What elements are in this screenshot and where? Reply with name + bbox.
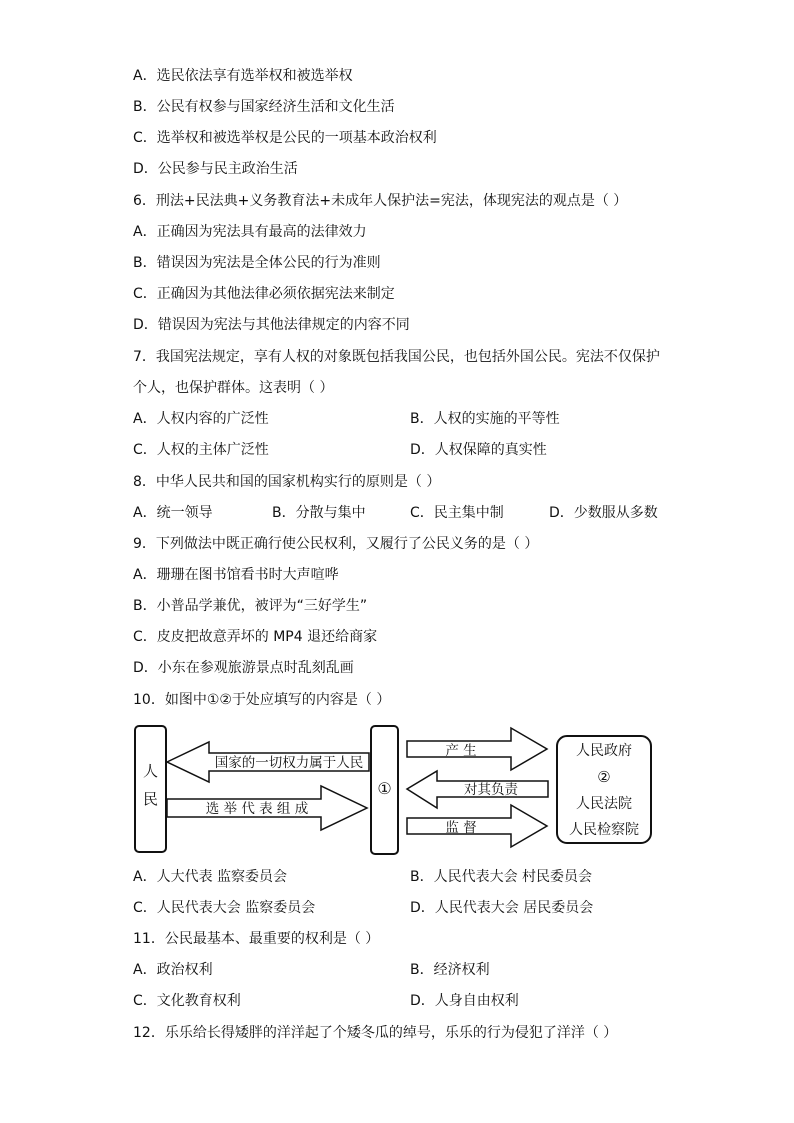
q10-option-a: A．人大代表 监察委员会 xyxy=(133,869,288,885)
q10-stem: 10．如图中①②于处应填写的内容是（ ） xyxy=(133,692,391,708)
organ-government: 人民政府 xyxy=(576,743,632,759)
q10-diagram xyxy=(131,722,663,858)
q5-option-d: D．公民参与民主政治生活 xyxy=(133,161,298,177)
q8-option-b: B．分散与集中 xyxy=(272,505,366,521)
organ-procuratorate: 人民检察院 xyxy=(569,822,639,838)
q11-stem: 11．公民最基本、最重要的权利是（ ） xyxy=(133,931,380,947)
arrow-responsible-label: 对其负责 xyxy=(464,782,518,798)
q9-option-b: B．小普品学兼优，被评为“三好学生” xyxy=(133,598,368,614)
q5-option-a: A．选民依法享有选举权和被选举权 xyxy=(133,68,353,84)
center-mark: ① xyxy=(377,779,392,798)
q7-option-a: A．人权内容的广泛性 xyxy=(133,411,269,427)
q9-option-c: C．皮皮把故意弄坏的 MP4 退还给商家 xyxy=(133,629,378,645)
q9-option-d: D．小东在参观旅游景点时乱刻乱画 xyxy=(133,660,354,676)
q8-option-d: D．少数服从多数 xyxy=(549,505,658,521)
arrow-supervise-label: 监 督 xyxy=(445,820,477,836)
organ-court: 人民法院 xyxy=(576,796,632,812)
q7-option-c: C．人权的主体广泛性 xyxy=(133,442,269,458)
q10-option-b: B．人民代表大会 村民委员会 xyxy=(410,869,593,885)
q5-option-b: B．公民有权参与国家经济生活和文化生活 xyxy=(133,99,395,115)
q9-option-a: A．珊珊在图书馆看书时大声喧哗 xyxy=(133,567,339,583)
arrow-produce-label: 产 生 xyxy=(445,743,477,759)
people-char-2: 民 xyxy=(142,790,159,808)
q7-stem-line1: 7．我国宪法规定，享有人权的对象既包括我国公民，也包括外国公民。宪法不仅保护 xyxy=(133,349,660,365)
q6-option-b: B．错误因为宪法是全体公民的行为准则 xyxy=(133,255,381,271)
q5-option-c: C．选举权和被选举权是公民的一项基本政治权利 xyxy=(133,130,437,146)
q8-option-a: A．统一领导 xyxy=(133,505,213,521)
q11-option-b: B．经济权利 xyxy=(410,962,490,978)
q6-stem: 6．刑法+民法典+义务教育法+未成年人保护法=宪法，体现宪法的观点是（ ） xyxy=(133,193,628,209)
people-box xyxy=(135,726,166,852)
q6-option-d: D．错误因为宪法与其他法律规定的内容不同 xyxy=(133,317,410,333)
arrow-elect-label: 选 举 代 表 组 成 xyxy=(205,801,309,817)
q9-stem: 9．下列做法中既正确行使公民权利，又履行了公民义务的是（ ） xyxy=(133,536,539,552)
q7-option-b: B．人权的实施的平等性 xyxy=(410,411,560,427)
q8-option-c: C．民主集中制 xyxy=(410,505,504,521)
q11-option-c: C．文化教育权利 xyxy=(133,993,241,1009)
q6-option-a: A．正确因为宪法具有最高的法律效力 xyxy=(133,224,367,240)
q12-stem: 12．乐乐给长得矮胖的洋洋起了个矮冬瓜的绰号，乐乐的行为侵犯了洋洋（ ） xyxy=(133,1025,618,1041)
q6-option-c: C．正确因为其他法律必须依据宪法来制定 xyxy=(133,286,395,302)
arrow-supervise-right xyxy=(407,805,547,847)
arrow-produce-right xyxy=(407,728,547,770)
q8-stem: 8．中华人民共和国的国家机构实行的原则是（ ） xyxy=(133,474,441,490)
q10-option-c: C．人民代表大会 监察委员会 xyxy=(133,900,316,916)
q11-option-d: D．人身自由权利 xyxy=(410,993,519,1009)
organ-blank-2: ② xyxy=(597,768,611,786)
arrow-power-label: 国家的一切权力属于人民 xyxy=(214,755,364,771)
q7-option-d: D．人权保障的真实性 xyxy=(410,442,547,458)
q10-option-d: D．人民代表大会 居民委员会 xyxy=(410,900,594,916)
people-char-1: 人 xyxy=(142,762,159,780)
q11-option-a: A．政治权利 xyxy=(133,962,213,978)
q7-stem-line2: 个人，也保护群体。这表明（ ） xyxy=(133,380,334,396)
